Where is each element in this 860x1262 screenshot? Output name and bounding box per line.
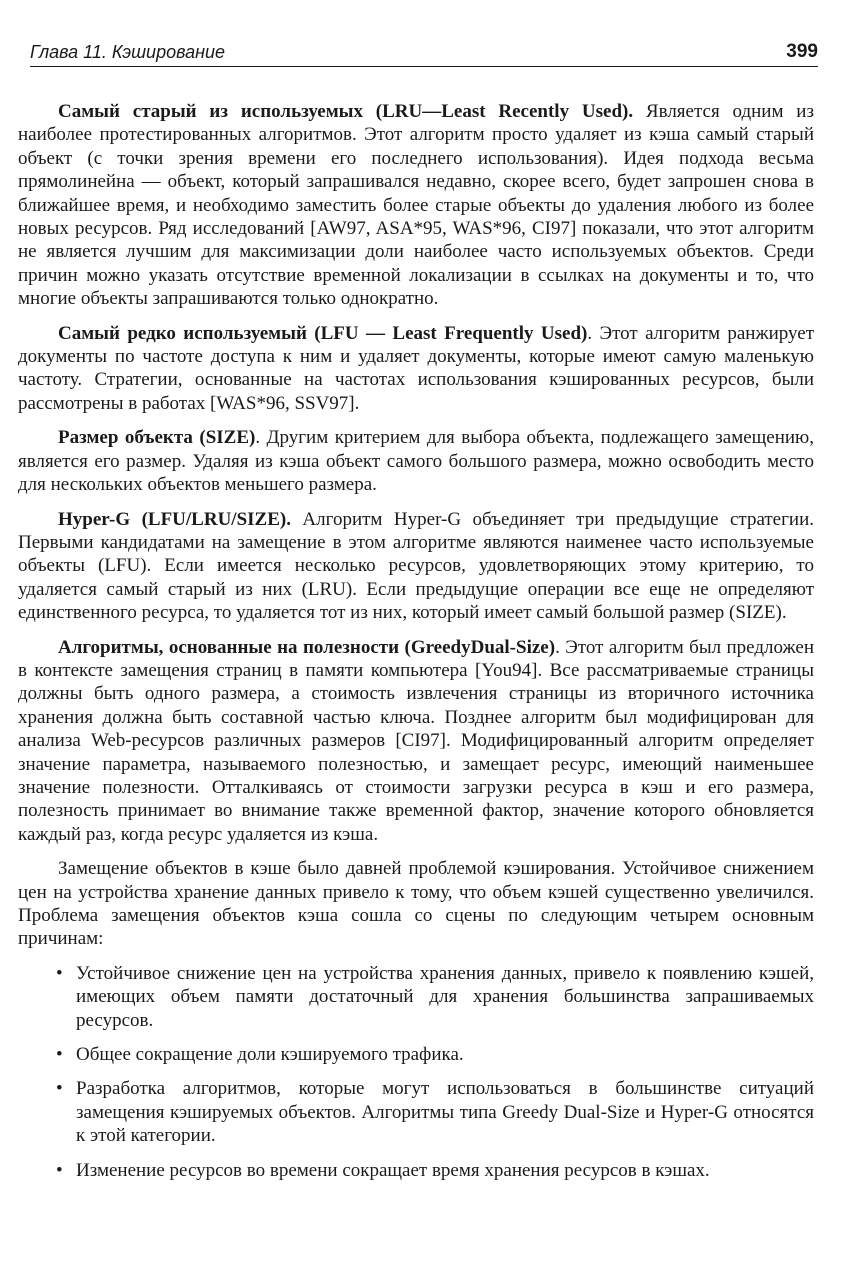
list-item-text: Устойчивое снижение цен на устройства хранения данных, привело к появлению кэшей, имеющих объем памяти достаточный для хранения большинства запрашиваемых ресурсов. (76, 962, 814, 1031)
paragraph-greedydual-size (18, 636, 814, 847)
list-item (18, 1043, 814, 1066)
paragraph-text: Замещение объектов в кэше было давней проблемой кэширования. Устойчивое снижением цен на устройства хранение данных привело к тому, что объем кэшей существенно увеличился. Проблема замещения объектов кэша сошла со сцены по следующим четырем основным причинам: (18, 858, 814, 950)
paragraph-lead: Самый старый из используемых (LRU—Least Recently Used). (58, 101, 634, 122)
reasons-list (18, 962, 814, 1182)
list-item (18, 962, 814, 1032)
paragraph-lead: Самый редко используемый (LFU — Least Frequently Used) (58, 322, 588, 344)
paragraph-lru (18, 100, 814, 311)
list-item-text: Общее сокращение доли кэшируемого трафика. (76, 1044, 464, 1066)
bullet-icon: • (56, 1044, 63, 1066)
paragraph-text: . Этот алгоритм ранжирует документы по частоте доступа к ним и удаляет документы, которые имеют самую маленькую частоту. Стратегии, основанные на частотах использования кэшированных ресурсов, были рассмотрены в работах [WAS*96, SSV97]. (18, 322, 815, 414)
chapter-title: Глава 11. Кэширование (30, 42, 226, 62)
paragraph-lead: Алгоритмы, основанные на полезности (GreedyDual-Size) (58, 636, 556, 658)
paragraph-text: . Другим критерием для выбора объекта, подлежащего замещению, является его размер. Удаляя из кэша объект самого большого размера, можно освободить место для нескольких объектов меньшего размера. (18, 427, 814, 496)
paragraph-lead: Hyper-G (LFU/LRU/SIZE). (58, 508, 291, 530)
list-item (18, 1077, 814, 1147)
bullet-icon: • (56, 962, 63, 984)
list-item-text: Разработка алгоритмов, которые могут использоваться в большинстве ситуаций замещения кэшируемых объектов. Алгоритмы типа Greedy Dual-Size и Hyper-G относятся к этой категории. (76, 1078, 814, 1147)
paragraph-lead: Размер объекта (SIZE) (58, 427, 256, 449)
paragraph-text: Алгоритм Hyper-G объединяет три предыдущие стратегии. Первыми кандидатами на замещение в этом алгоритме являются наименее часто используемые объекты (LFU). Если имеется несколько ресурсов, удовлетворяющих этому критерию, то удаляется самый старый из них (LRU). Если предыдущие операции все еще не определяют единственного ресурса, то удаляется тот из них, который имеет самый большой размер (SIZE). (18, 508, 814, 624)
paragraph-lfu (18, 322, 814, 416)
page-body (18, 100, 814, 1193)
paragraph-text: Является одним из наиболее протестированных алгоритмов. Этот алгоритм просто удаляет из кэша самый старый объект (с точки зрения времени его последнего использования). Идея подхода весьма прямолинейна — объект, который запрашивался недавно, скорее всего, будет запрошен снова в ближайшее время, и необходимо заместить более старые объекты до удаления любого из более новых ресурсов. Ряд исследований [AW97, ASA*95, WAS*96, CI97] показали, что этот алгоритм не является лучшим для максимизации доли наиболее часто используемых объектов. Среди причин можно указать отсутствие временной локализации в ссылках на документы и то, что многие объекты запрашиваются только однократно. (18, 101, 814, 310)
bullet-icon: • (56, 1159, 63, 1181)
paragraph-size (18, 426, 814, 496)
list-item-text: Изменение ресурсов во времени сокращает время хранения ресурсов в кэшах. (76, 1159, 710, 1181)
paragraph-hyper-g (18, 508, 814, 625)
bullet-icon: • (56, 1078, 63, 1100)
page-number: 399 (786, 41, 818, 62)
paragraph-text: . Этот алгоритм был предложен в контексте замещения страниц в памяти компьютера [You94]. Все рассматриваемые страницы должны быть одного размера, а стоимость извлечения страницы из вторичного источника хранения должна быть составной частью ключа. Позднее алгоритм был модифицирован для анализа Web-ресурсов различных размеров [CI97]. Модифицированный алгоритм определяет значение параметра, называемого полезностью, и замещает ресурс, имеющий наименьшее значение полезности. Отталкиваясь от стоимости загрузки ресурса в кэш и его размера, полезность принимает во внимание также временной фактор, значение которого обновляется каждый раз, когда ресурс удаляется из кэша. (18, 636, 814, 845)
running-header (30, 40, 818, 67)
paragraph-cache-replacement (18, 857, 814, 951)
list-item (18, 1159, 814, 1182)
book-page (30, 40, 818, 67)
